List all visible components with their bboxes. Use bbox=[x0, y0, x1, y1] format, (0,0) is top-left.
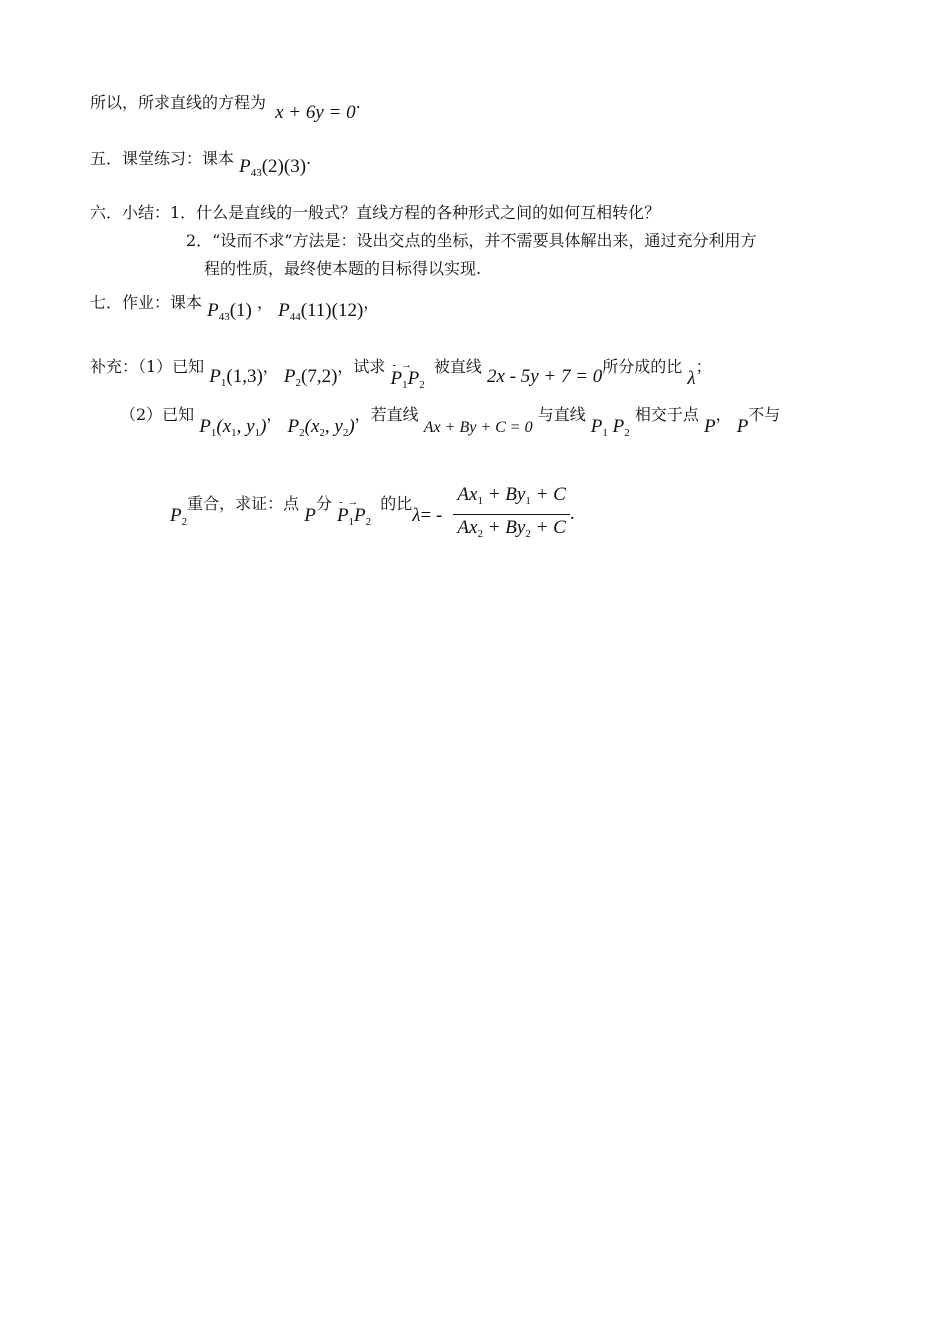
rest: (11)(12) bbox=[300, 300, 364, 321]
text: 所分成的比 bbox=[602, 357, 683, 376]
vector-arrow-icon: - → bbox=[338, 496, 360, 508]
rest: (2)(3) bbox=[261, 156, 307, 177]
text: 五．课堂练习：课本 bbox=[90, 149, 235, 168]
sub: 2 bbox=[365, 516, 372, 528]
p: P bbox=[199, 416, 211, 437]
p: P bbox=[407, 368, 420, 389]
text: ，若直线 bbox=[354, 405, 419, 424]
text: ，试求 bbox=[337, 357, 386, 376]
term: + C bbox=[530, 484, 566, 505]
term: Ax bbox=[457, 517, 478, 538]
point-p: P bbox=[304, 505, 316, 526]
point-p1 bbox=[209, 366, 263, 387]
vector-p1p2 bbox=[390, 359, 425, 396]
point-p2 bbox=[284, 366, 338, 387]
p: P bbox=[239, 156, 251, 177]
text: 2．“设而不求”方法是：设出交点的坐标，并不需要具体解出来，通过充分利用方 bbox=[186, 231, 757, 250]
page-ref bbox=[239, 156, 306, 177]
sub: 2 bbox=[342, 427, 349, 439]
page-ref-1 bbox=[207, 300, 252, 321]
p: P bbox=[278, 300, 290, 321]
line-supplement-3 bbox=[170, 474, 575, 540]
text: 不与 bbox=[748, 405, 781, 424]
p: P bbox=[336, 505, 349, 526]
text: 补充：（1）已知 bbox=[90, 357, 205, 376]
sub: 2 bbox=[181, 516, 188, 528]
sub: 2 bbox=[525, 528, 531, 540]
text: 分 bbox=[315, 494, 332, 513]
text: 七．作业：课本 bbox=[90, 293, 203, 312]
equation: 2x - 5y + 7 = 0 bbox=[486, 366, 603, 387]
sub: 1 bbox=[477, 495, 483, 507]
sub: 2 bbox=[295, 377, 302, 389]
text: 的比 bbox=[380, 494, 413, 513]
period: . bbox=[306, 149, 312, 168]
sub: 2 bbox=[477, 528, 483, 540]
sub: 2 bbox=[299, 427, 305, 439]
term: + C bbox=[530, 517, 566, 538]
semicolon: ； bbox=[695, 357, 712, 376]
text: （2）已知 bbox=[120, 405, 195, 424]
equation: Ax + By + C = 0 bbox=[423, 419, 533, 436]
sub: 2 bbox=[319, 427, 325, 439]
p: P bbox=[170, 505, 182, 526]
text: 所以，所求直线的方程为 bbox=[90, 93, 267, 112]
text: 程的性质，最终使本题的目标得以实现. bbox=[204, 259, 482, 278]
line-p1p2 bbox=[591, 416, 630, 437]
sub: 43 bbox=[218, 311, 230, 323]
line-equation-result bbox=[90, 92, 361, 123]
coords: (x bbox=[304, 416, 320, 437]
comma: ， bbox=[363, 293, 380, 312]
text: 相交于点 bbox=[634, 405, 699, 424]
lambda: λ bbox=[412, 505, 421, 526]
vector-arrow-icon: - → bbox=[392, 359, 413, 371]
sub: 44 bbox=[289, 311, 301, 323]
page-ref-2 bbox=[278, 300, 363, 321]
p: P bbox=[287, 416, 300, 437]
line-supplement-2 bbox=[120, 404, 781, 439]
sub: 1 bbox=[402, 379, 408, 391]
coords: ) bbox=[260, 416, 267, 437]
line-class-exercise bbox=[90, 148, 312, 179]
p: P bbox=[207, 300, 219, 321]
sub: 1 bbox=[231, 427, 237, 439]
coords: (7,2) bbox=[301, 366, 338, 387]
sub: 1 bbox=[348, 516, 355, 528]
p: P bbox=[354, 505, 366, 526]
point-p2-general bbox=[288, 416, 355, 437]
coords: ) bbox=[348, 416, 355, 437]
coords: , y bbox=[324, 416, 343, 437]
equation: x + 6y = 0 bbox=[275, 102, 356, 123]
point-p: P bbox=[736, 416, 749, 437]
text: 被直线 bbox=[433, 357, 482, 376]
p: P bbox=[283, 366, 296, 387]
point-p: P bbox=[703, 416, 716, 437]
p: P bbox=[612, 416, 625, 437]
lambda: λ bbox=[687, 368, 696, 389]
coords: (1,3) bbox=[226, 366, 263, 387]
equals-minus: = - bbox=[420, 505, 443, 526]
period: . bbox=[569, 503, 575, 524]
rest: (1) bbox=[229, 300, 252, 321]
term: + By bbox=[482, 484, 526, 505]
text: 与直线 bbox=[537, 405, 586, 424]
line-summary-2 bbox=[186, 230, 757, 252]
numerator bbox=[453, 484, 569, 515]
line-summary-3 bbox=[204, 258, 481, 280]
coords: , y bbox=[236, 416, 255, 437]
line-supplement-1 bbox=[90, 350, 712, 391]
sub: 1 bbox=[220, 377, 227, 389]
denominator bbox=[453, 515, 569, 545]
sub: 1 bbox=[254, 427, 261, 439]
p: P bbox=[390, 368, 403, 389]
term: Ax bbox=[457, 484, 478, 505]
sub: 1 bbox=[210, 427, 217, 439]
line-summary-1 bbox=[90, 202, 660, 224]
sub: 2 bbox=[419, 379, 425, 391]
sub: 43 bbox=[250, 167, 262, 179]
vector-p1p2 bbox=[336, 496, 372, 533]
sub: 1 bbox=[602, 427, 608, 439]
p: P bbox=[590, 416, 603, 437]
point-p1-general bbox=[199, 416, 266, 437]
comma: ， bbox=[256, 293, 273, 312]
fraction bbox=[453, 484, 569, 545]
text: 六．小结：1．什么是直线的一般式？直线方程的各种形式之间的如何互相转化？ bbox=[90, 203, 661, 222]
comma: ， bbox=[262, 357, 279, 376]
comma: ， bbox=[266, 405, 283, 424]
sub: 1 bbox=[525, 495, 531, 507]
comma: ， bbox=[715, 405, 732, 424]
term: + By bbox=[482, 517, 526, 538]
line-homework bbox=[90, 292, 380, 323]
sub: 2 bbox=[624, 427, 630, 439]
p: P bbox=[209, 366, 221, 387]
period: . bbox=[355, 93, 361, 112]
text: 重合，求证：点 bbox=[187, 494, 300, 513]
coords: (x bbox=[216, 416, 232, 437]
point-p2-ref bbox=[170, 505, 187, 526]
